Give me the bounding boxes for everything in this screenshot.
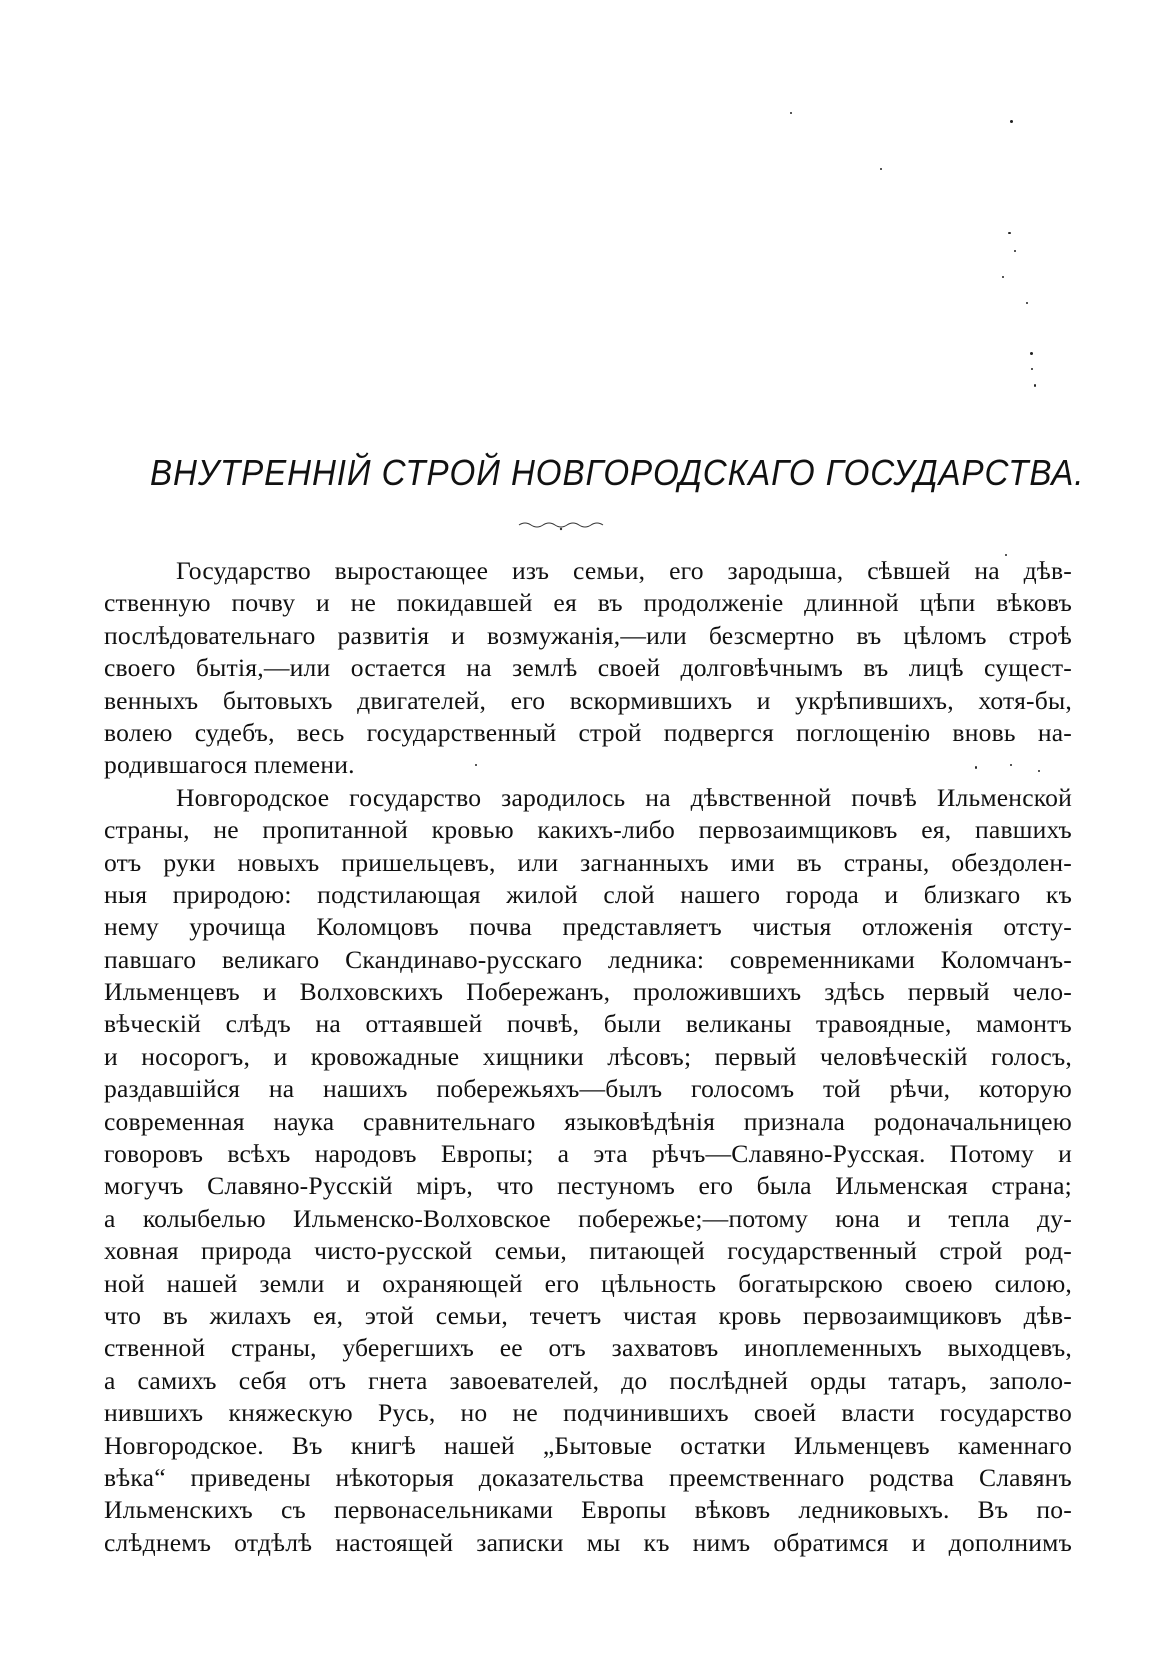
text-line: раздавшійся на нашихъ побережьяхъ—былъ голосомъ той рѣчи, которую (104, 1074, 1072, 1104)
paragraph-2 (104, 782, 1072, 1559)
text-line: Новгородское государство зародилось на дѣвственной почвѣ Ильменской (176, 782, 1072, 812)
scan-speck (1014, 250, 1016, 252)
text-line: а самихъ себя отъ гнета завоевателей, до послѣдней орды татаръ, заполо- (104, 1365, 1072, 1395)
body-text (104, 555, 1072, 1559)
text-line: павшаго великаго Скандинаво-русскаго ледника: современниками Коломчанъ- (104, 944, 1072, 974)
text-line: нему урочища Коломцовъ почва представляетъ чистыя отложенія отсту- (104, 912, 1072, 942)
scan-speck (1002, 276, 1004, 278)
text-line: нившихъ княжескую Русь, но не подчинившихъ своей власти государство (104, 1398, 1072, 1428)
page-title: ВНУТРЕННІЙ СТРОЙ НОВГОРОДСКАГО ГОСУДАРСТВА. (150, 452, 1085, 493)
text-line: вѣческій слѣдъ на оттаявшей почвѣ, были великаны травоядные, мамонтъ (104, 1009, 1072, 1039)
text-line: могучъ Славяно-Русскій міръ, что пестуномъ его была Ильменская страна; (104, 1171, 1072, 1201)
text-line: что въ жилахъ ея, этой семьи, течетъ чистая кровь первозаимщиковъ дѣв- (104, 1300, 1072, 1330)
text-line: а колыбелью Ильменско-Волховское побережье;—потому юна и тепла ду- (104, 1203, 1072, 1233)
scan-speck (790, 112, 792, 114)
text-line: ховная природа чисто-русской семьи, питающей государственный строй род- (104, 1236, 1072, 1266)
text-line: и носорогъ, и кровожадные хищники лѣсовъ; первый человѣческій голосъ, (104, 1041, 1072, 1071)
scan-speck (1008, 232, 1011, 234)
title-divider-ornament (515, 518, 615, 532)
text-line: Государство выростающее изъ семьи, его зародыша, сѣвшей на дѣв- (176, 556, 1072, 585)
text-line: современная наука сравнительнаго языковѣдѣнія признала родоначальницею (104, 1106, 1072, 1136)
paragraph-1 (104, 555, 1072, 782)
text-line: ной нашей земли и охраняющей его цѣльность богатырскою своею силою, (104, 1268, 1072, 1298)
text-line: Новгородское. Въ книгѣ нашей „Бытовые остатки Ильменцевъ каменнаго (104, 1430, 1072, 1460)
text-line: родившагося племени. (104, 750, 355, 780)
text-line: вѣка“ приведены нѣкоторыя доказательства преемственнаго родства Славянъ (104, 1462, 1072, 1492)
text-line: ственную почву и не покидавшей ея въ продолженіе длинной цѣпи вѣковъ (104, 588, 1072, 618)
text-line: ныя природою: подстилающая жилой слой нашего города и близкаго къ (104, 879, 1072, 909)
text-line: Ильменцевъ и Волховскихъ Побережанъ, проложившихъ здѣсь первый чело- (104, 977, 1072, 1007)
text-line: своего бытія,—или остается на землѣ своей долговѣчнымъ въ лицѣ сущест- (104, 653, 1072, 683)
scan-speck (1010, 120, 1013, 123)
scan-speck (880, 168, 882, 170)
text-line: волею судебъ, весь государственный строй подвергся поглощенію вновь на- (104, 717, 1072, 747)
text-line: Ильменскихъ съ первонасельниками Европы вѣковъ ледниковыхъ. Въ по- (104, 1495, 1072, 1525)
text-line: послѣдовательнаго развитія и возмужанія,—или безсмертно въ цѣломъ строѣ (104, 620, 1072, 650)
scan-speck (1026, 302, 1028, 304)
text-line: ственной страны, уберегшихъ ее отъ захватовъ иноплеменныхъ выходцевъ, (104, 1333, 1072, 1363)
text-line: страны, не пропитанной кровью какихъ-либо первозаимщиковъ ея, павшихъ (104, 815, 1072, 845)
text-line: отъ руки новыхъ пришельцевъ, или загнанныхъ ими въ страны, обездолен- (104, 847, 1072, 877)
text-line: говоровъ всѣхъ народовъ Европы; а эта рѣчъ—Славяно-Русская. Потому и (104, 1139, 1072, 1169)
scan-speck (1030, 352, 1033, 355)
scan-speck (1034, 384, 1036, 387)
scan-speck (1031, 368, 1033, 370)
text-line: венныхъ бытовыхъ двигателей, его вскормившихъ и укрѣпившихъ, хотя-бы, (104, 685, 1072, 715)
text-line: слѣднемъ отдѣлѣ настоящей записки мы къ нимъ обратимся и дополнимъ (104, 1527, 1072, 1557)
